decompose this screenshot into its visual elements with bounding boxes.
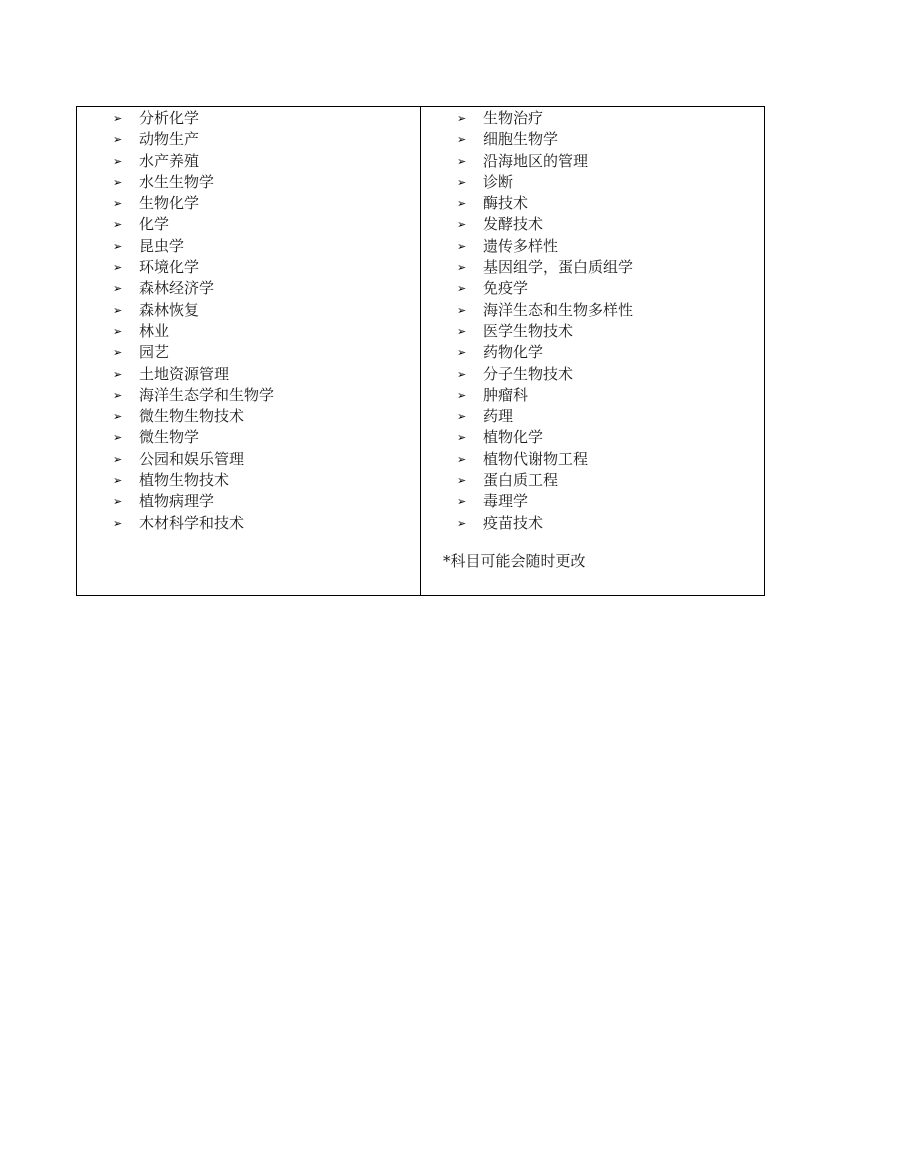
- list-item: [421, 151, 764, 172]
- subject-name: 昆虫学: [139, 236, 185, 255]
- subject-name: 生物治疗: [483, 109, 544, 127]
- list-item: [77, 236, 420, 257]
- list-item: [421, 214, 764, 235]
- list-item: [77, 172, 420, 193]
- arrow-bullet-icon: ➢: [457, 474, 467, 488]
- arrow-bullet-icon: ➢: [113, 516, 123, 530]
- subject-name: 植物化学: [483, 428, 544, 447]
- arrow-bullet-icon: ➢: [457, 388, 467, 402]
- arrow-bullet-icon: ➢: [113, 410, 123, 424]
- subject-name: 公园和娱乐管理: [139, 449, 245, 468]
- subject-name: 水产养殖: [139, 151, 200, 170]
- subject-name: 酶技术: [483, 194, 529, 213]
- list-item: [421, 257, 764, 278]
- arrow-bullet-icon: ➢: [457, 495, 467, 509]
- arrow-bullet-icon: ➢: [113, 133, 123, 147]
- arrow-bullet-icon: ➢: [113, 282, 123, 296]
- arrow-bullet-icon: ➢: [457, 154, 467, 168]
- subject-name: 生物化学: [139, 194, 200, 213]
- arrow-bullet-icon: ➢: [457, 431, 467, 445]
- arrow-bullet-icon: ➢: [457, 112, 467, 125]
- list-item: [77, 470, 420, 491]
- subject-name: 森林经济学: [139, 279, 215, 298]
- arrow-bullet-icon: ➢: [113, 367, 123, 381]
- arrow-bullet-icon: ➢: [113, 303, 123, 317]
- subject-name: 医学生物技术: [483, 321, 574, 340]
- subject-name: 林业: [139, 321, 170, 340]
- arrow-bullet-icon: ➢: [113, 239, 123, 253]
- arrow-bullet-icon: ➢: [457, 346, 467, 360]
- list-item: [421, 491, 764, 512]
- subject-name: 植物病理学: [139, 492, 215, 511]
- arrow-bullet-icon: ➢: [457, 239, 467, 253]
- subject-name: 木材科学和技术: [139, 513, 245, 532]
- list-item: [421, 470, 764, 491]
- list-item: [77, 300, 420, 321]
- change-notice: *科目可能会随时更改: [443, 552, 586, 570]
- left-column: [77, 107, 421, 595]
- list-item: [421, 406, 764, 427]
- list-item: [421, 193, 764, 214]
- list-item: [77, 108, 420, 129]
- arrow-bullet-icon: ➢: [113, 388, 123, 402]
- list-item: [421, 108, 764, 129]
- list-item: [421, 364, 764, 385]
- list-item: [77, 321, 420, 342]
- arrow-bullet-icon: ➢: [457, 218, 467, 232]
- list-item: [421, 278, 764, 299]
- list-item: [421, 129, 764, 150]
- arrow-bullet-icon: ➢: [113, 324, 123, 338]
- arrow-bullet-icon: ➢: [113, 112, 123, 125]
- list-item: [77, 406, 420, 427]
- list-item: [77, 214, 420, 235]
- subject-name: 诊断: [483, 172, 514, 191]
- list-item: [77, 278, 420, 299]
- arrow-bullet-icon: ➢: [457, 324, 467, 338]
- list-item: [421, 385, 764, 406]
- subject-name: 微生物学: [139, 428, 200, 447]
- arrow-bullet-icon: ➢: [457, 133, 467, 147]
- subject-name: 药物化学: [483, 343, 544, 362]
- arrow-bullet-icon: ➢: [113, 431, 123, 445]
- arrow-bullet-icon: ➢: [113, 474, 123, 488]
- subject-name: 沿海地区的管理: [483, 151, 589, 170]
- list-item: [77, 449, 420, 470]
- subject-name: 植物代谢物工程: [483, 449, 589, 468]
- list-item: [421, 236, 764, 257]
- list-item: [421, 449, 764, 470]
- arrow-bullet-icon: ➢: [457, 303, 467, 317]
- list-item: [77, 193, 420, 214]
- list-item: [77, 427, 420, 448]
- list-item: [77, 491, 420, 512]
- subject-name: 园艺: [139, 343, 170, 362]
- arrow-bullet-icon: ➢: [113, 261, 123, 275]
- subject-table: [76, 106, 765, 596]
- subject-name: 动物生产: [139, 130, 200, 149]
- list-item: [421, 172, 764, 193]
- arrow-bullet-icon: ➢: [113, 452, 123, 466]
- arrow-bullet-icon: ➢: [113, 175, 123, 189]
- subject-name: 水生生物学: [139, 172, 215, 191]
- subject-name: 微生物生物技术: [139, 407, 245, 426]
- subject-name: 土地资源管理: [139, 364, 230, 383]
- subject-name: 发酵技术: [483, 215, 544, 234]
- subject-name: 细胞生物学: [483, 130, 559, 149]
- list-item: [77, 151, 420, 172]
- right-subject-list: [421, 108, 764, 534]
- arrow-bullet-icon: ➢: [457, 410, 467, 424]
- arrow-bullet-icon: ➢: [457, 197, 467, 211]
- arrow-bullet-icon: ➢: [457, 261, 467, 275]
- list-item: [421, 342, 764, 363]
- arrow-bullet-icon: ➢: [457, 282, 467, 296]
- subject-name: 疫苗技术: [483, 513, 544, 532]
- subject-name: 药理: [483, 407, 514, 426]
- subject-name: 化学: [139, 215, 170, 234]
- list-item: [77, 385, 420, 406]
- subject-name: 基因组学，蛋白质组学: [483, 258, 634, 277]
- list-item: [421, 300, 764, 321]
- list-item: [77, 129, 420, 150]
- list-item: [421, 513, 764, 534]
- arrow-bullet-icon: ➢: [113, 154, 123, 168]
- list-item: [77, 364, 420, 385]
- subject-name: 环境化学: [139, 258, 200, 277]
- arrow-bullet-icon: ➢: [113, 346, 123, 360]
- subject-name: 遗传多样性: [483, 236, 559, 255]
- subject-name: 分子生物技术: [483, 364, 574, 383]
- left-subject-list: [77, 108, 420, 534]
- list-item: [77, 257, 420, 278]
- list-item: [77, 513, 420, 534]
- subject-name: 肿瘤科: [483, 385, 529, 404]
- list-item: [421, 321, 764, 342]
- arrow-bullet-icon: ➢: [113, 218, 123, 232]
- arrow-bullet-icon: ➢: [457, 516, 467, 530]
- arrow-bullet-icon: ➢: [457, 367, 467, 381]
- arrow-bullet-icon: ➢: [113, 197, 123, 211]
- subject-name: 森林恢复: [139, 300, 200, 319]
- subject-name: 毒理学: [483, 492, 529, 511]
- list-item: [421, 427, 764, 448]
- subject-name: 免疫学: [483, 279, 529, 298]
- subject-name: 植物生物技术: [139, 471, 230, 490]
- arrow-bullet-icon: ➢: [113, 495, 123, 509]
- arrow-bullet-icon: ➢: [457, 452, 467, 466]
- right-column: [421, 107, 764, 595]
- list-item: [77, 342, 420, 363]
- arrow-bullet-icon: ➢: [457, 175, 467, 189]
- subject-name: 海洋生态和生物多样性: [483, 300, 634, 319]
- subject-name: 蛋白质工程: [483, 471, 559, 490]
- subject-name: 分析化学: [139, 109, 200, 127]
- subject-name: 海洋生态学和生物学: [139, 385, 275, 404]
